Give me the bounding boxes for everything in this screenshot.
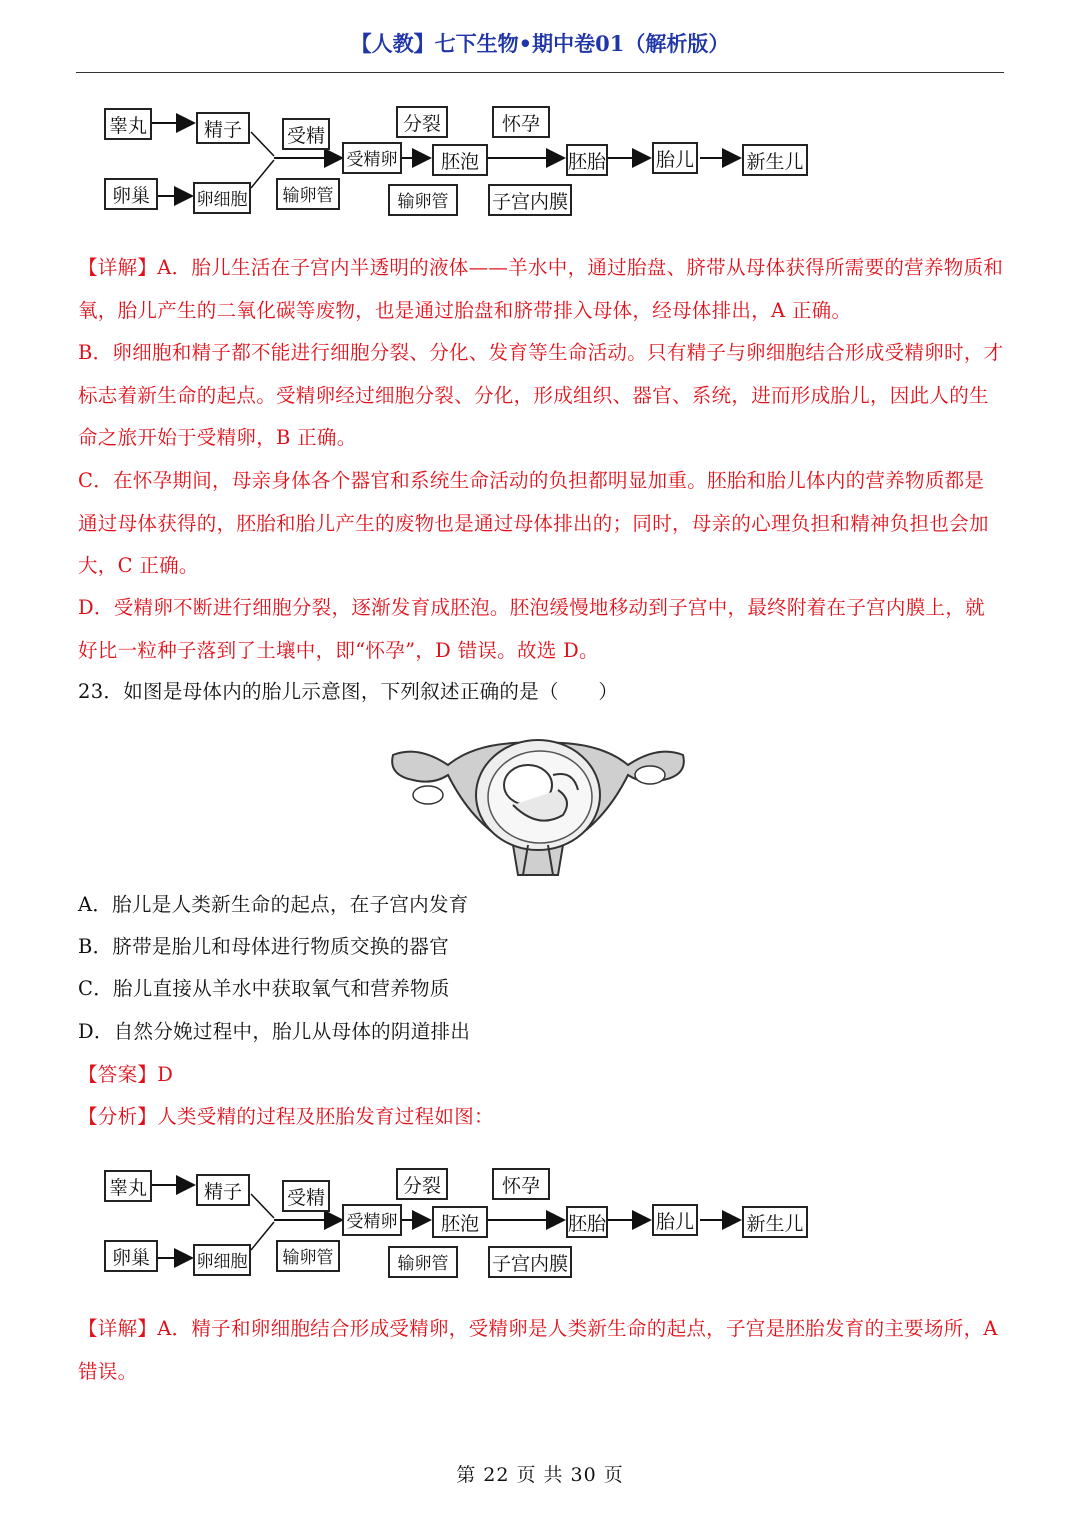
fertilization-box: 受精 — [282, 1180, 330, 1212]
option-c: C．胎儿直接从羊水中获取氧气和营养物质 — [78, 977, 450, 1000]
detail-label: 【详解】 — [78, 256, 158, 279]
blastocyst-box: 胚泡 — [432, 144, 488, 176]
sperm-box: 精子 — [196, 112, 250, 144]
pregnancy-box: 怀孕 — [492, 106, 550, 138]
pregnancy-box: 怀孕 — [492, 1168, 550, 1200]
option-d: D．自然分娩过程中，胎儿从母体的阴道排出 — [78, 1020, 471, 1043]
fertilization-flowchart-2 — [96, 1162, 816, 1287]
option-b: B．脐带是胎儿和母体进行物质交换的器官 — [78, 935, 450, 958]
page-number: 第 22 页 共 30 页 — [456, 1464, 624, 1486]
detail-a-text: A．胎儿生活在子宫内半透明的液体——羊水中，通过胎盘、脐带从母体获得所需要的营养物质和氧，胎儿产生的二氧化碳等废物，也是通过胎盘和脐带排入母体，经母体排出，A 正确。 — [78, 256, 1004, 322]
oviduct-box-1: 输卵管 — [276, 178, 340, 210]
blastocyst-box: 胚泡 — [432, 1206, 488, 1238]
option-a: A．胎儿是人类新生命的起点，在子宫内发育 — [78, 893, 469, 916]
embryo-box: 胚胎 — [566, 144, 608, 176]
division-box: 分裂 — [396, 1168, 448, 1200]
detail-c: C．在怀孕期间，母亲身体各个器官和系统生命活动的负担都明显加重。胚胎和胎儿体内的营养物质都是通过母体获得的，胚胎和胎儿产生的废物也是通过母体排出的；同时，母亲的心理负担和精神负担也会加大，C 正确。 — [78, 469, 989, 577]
newborn-box: 新生儿 — [742, 144, 808, 176]
zygote-box: 受精卵 — [342, 1204, 402, 1236]
testis-box: 睾丸 — [104, 108, 152, 140]
header-divider — [76, 72, 1004, 73]
endometrium-box: 子宫内膜 — [488, 1246, 572, 1278]
oviduct-box-2: 输卵管 — [388, 184, 458, 216]
testis-box: 睾丸 — [104, 1170, 152, 1202]
embryo-box: 胚胎 — [566, 1206, 608, 1238]
ovary-box: 卵巢 — [104, 1240, 158, 1272]
ovary-box: 卵巢 — [104, 178, 158, 210]
detail-d: D．受精卵不断进行细胞分裂，逐渐发育成胚泡。胚泡缓慢地移动到子宫中，最终附着在子宫内膜上，就好比一粒种子落到了土壤中，即“怀孕”，D 错误。故选 D。 — [78, 596, 985, 662]
endometrium-box: 子宫内膜 — [488, 184, 572, 216]
fetus-in-uterus-figure — [388, 735, 688, 880]
division-box: 分裂 — [396, 106, 448, 138]
detail-b: B．卵细胞和精子都不能进行细胞分裂、分化、发育等生命活动。只有精子与卵细胞结合形成受精卵时，才标志着新生命的起点。受精卵经过细胞分裂、分化，形成组织、器官、系统，进而形成胎儿，因此人的生命之旅开始于受精卵，B 正确。 — [78, 341, 1004, 449]
detail-2-a-text: A．精子和卵细胞结合形成受精卵，受精卵是人类新生命的起点，子宫是胚胎发育的主要场所，A 错误。 — [78, 1317, 998, 1383]
detail-2-a — [78, 1308, 1004, 1393]
fetus-box: 胎儿 — [652, 1204, 698, 1236]
detail-2-label: 【详解】 — [78, 1317, 158, 1340]
oviduct-box-2: 输卵管 — [388, 1246, 458, 1278]
uterus-illustration — [388, 735, 688, 880]
page-header: 【人教】七下生物•期中卷01（解析版） — [350, 31, 730, 56]
fertilization-box: 受精 — [282, 118, 330, 150]
egg-box: 卵细胞 — [193, 1244, 251, 1276]
question-stem: 23．如图是母体内的胎儿示意图，下列叙述正确的是（ ） — [78, 680, 619, 703]
egg-box: 卵细胞 — [193, 182, 251, 214]
zygote-box: 受精卵 — [342, 142, 402, 174]
fertilization-flowchart — [96, 100, 816, 225]
analysis-line: 【分析】人类受精的过程及胚胎发育过程如图： — [78, 1105, 494, 1128]
answer-line: 【答案】D — [78, 1063, 174, 1086]
oviduct-box-1: 输卵管 — [276, 1240, 340, 1272]
sperm-box: 精子 — [196, 1174, 250, 1206]
fetus-box: 胎儿 — [652, 142, 698, 174]
detail-a — [78, 247, 1004, 332]
newborn-box: 新生儿 — [742, 1206, 808, 1238]
